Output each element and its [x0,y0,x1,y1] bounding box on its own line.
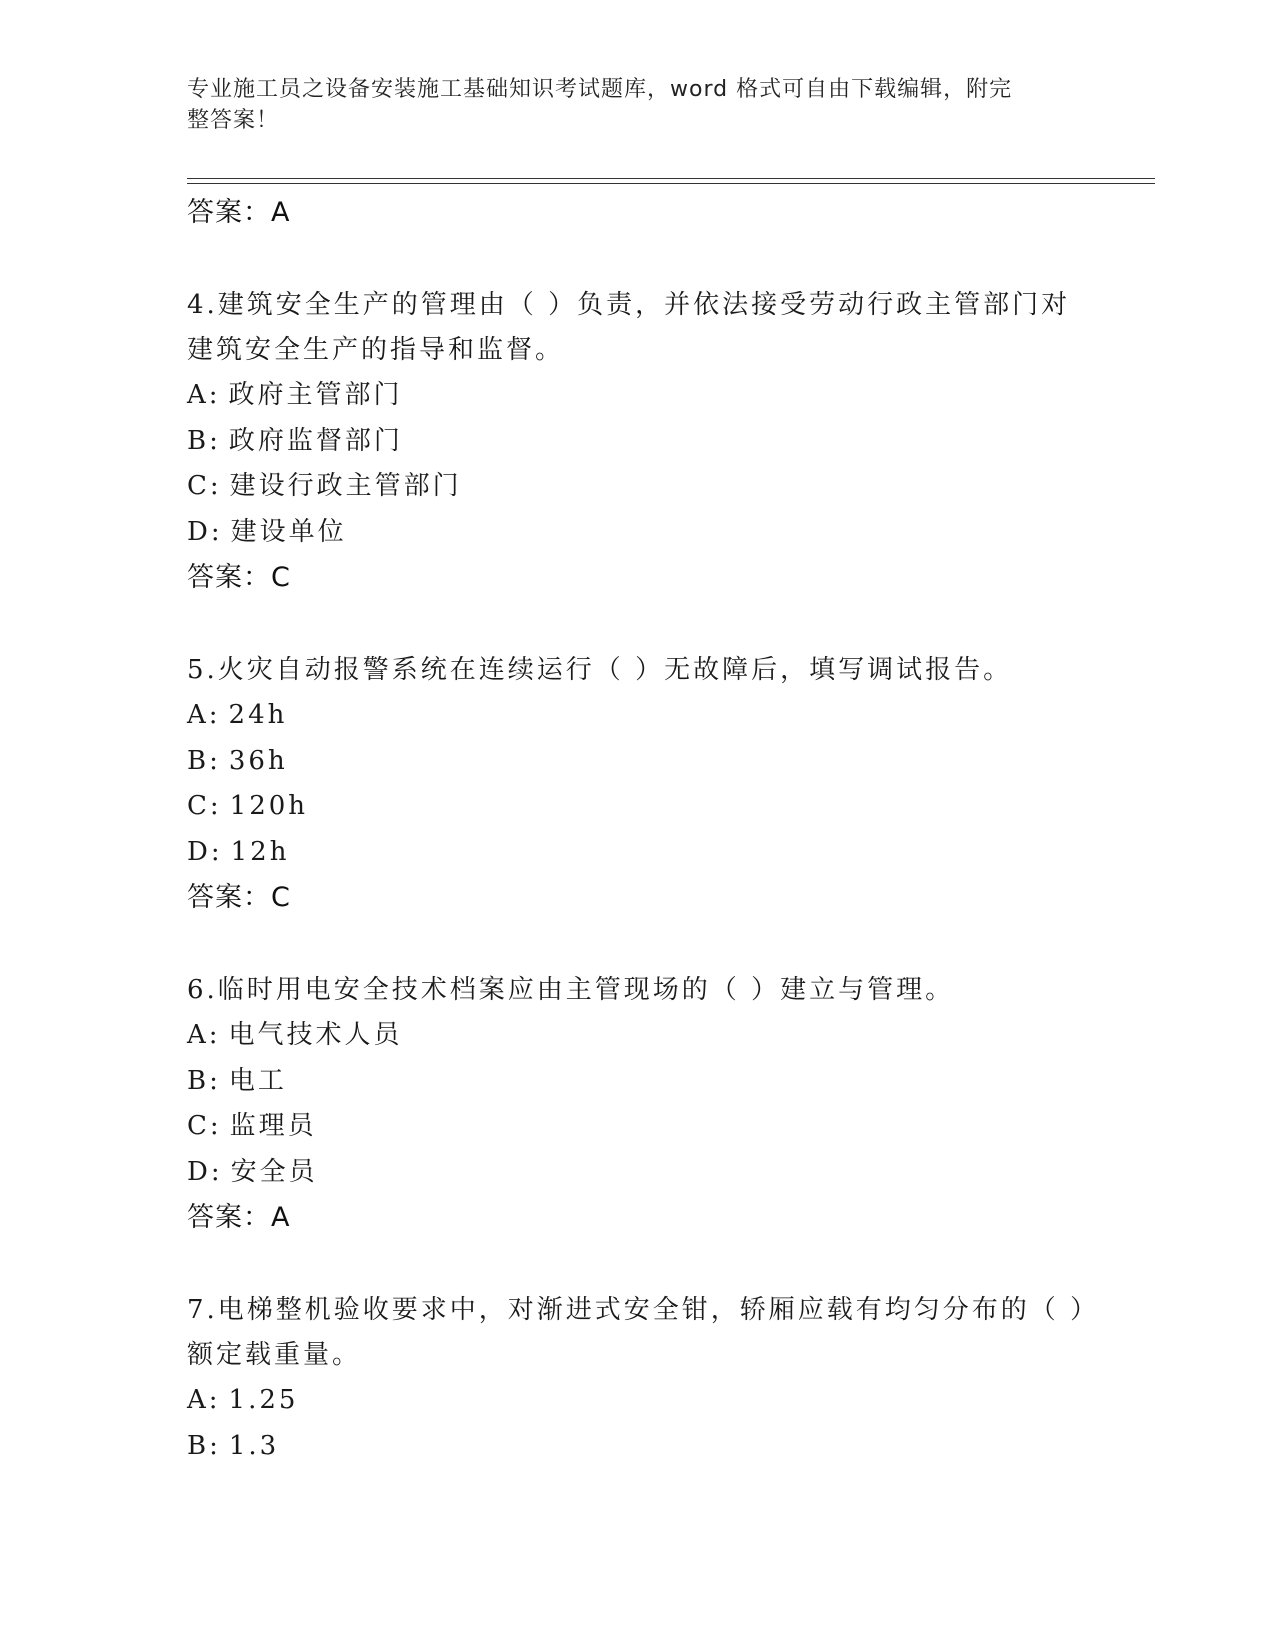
option-text: 电工 [228,1065,287,1096]
question-gap [187,921,1087,965]
answer-label: 答案： [187,882,271,913]
answer-option [187,1013,1087,1059]
option-text: 1.25 [228,1385,299,1415]
question-block [187,280,1087,601]
answer-option [187,373,1087,419]
option-key: C: [187,471,222,501]
answer-label: 答案： [187,1202,271,1233]
answer-option [187,419,1087,465]
answer-option [187,1104,1087,1150]
option-text: 24h [228,700,288,730]
option-text: 监理员 [229,1111,317,1141]
option-text: 政府监督部门 [228,425,403,456]
question-list [187,190,1087,1469]
option-text: 建设行政主管部门 [229,471,462,501]
question-stem: 7.电梯整机验收要求中，对渐进式安全钳，轿厢应载有均匀分布的（ ）额定载重量。 [187,1295,1087,1370]
option-key: A: [187,1020,221,1050]
answer-label: 答案： [187,562,271,593]
answer-line [187,190,1087,236]
option-key: B: [187,1065,221,1096]
answer-value: A [271,197,291,228]
option-key: C: [187,1111,222,1141]
answer-option [187,784,1087,830]
answer-option [187,464,1087,510]
question-block [187,645,1087,921]
answer-option [187,830,1087,876]
answer-line [187,875,1087,921]
option-key: D: [187,516,223,547]
header-divider-bottom [187,183,1155,184]
answer-option [187,1150,1087,1196]
option-key: D: [187,1156,223,1187]
option-text: 安全员 [230,1156,318,1187]
answer-value: C [271,562,291,593]
option-text: 120h [229,791,309,821]
question-stem: 5.火灾自动报警系统在连续运行（ ）无故障后，填写调试报告。 [187,655,1013,685]
answer-option [187,1378,1087,1424]
answer-option [187,510,1087,556]
option-text: 12h [230,836,290,867]
option-key: C: [187,791,222,821]
document-header [187,74,1067,136]
option-text: 1.3 [228,1430,280,1461]
option-text: 建设单位 [230,516,347,547]
answer-option [187,1424,1087,1470]
answer-label: 答案： [187,197,271,228]
option-text: 36h [228,745,288,776]
option-text: 政府主管部门 [228,380,403,410]
option-key: A: [187,380,221,410]
answer-line [187,1195,1087,1241]
option-key: B: [187,425,221,456]
option-key: A: [187,700,221,730]
answer-option [187,739,1087,785]
option-key: D: [187,836,223,867]
header-divider-top [187,178,1155,179]
question-block [187,965,1087,1241]
answer-line [187,555,1087,601]
question-gap [187,601,1087,645]
question-stem: 4.建筑安全生产的管理由（ ）负责，并依法接受劳动行政主管部门对建筑安全生产的指导和监督。 [187,290,1071,365]
option-key: B: [187,745,221,776]
header-line-1: 专业施工员之设备安装施工基础知识考试题库，word 格式可自由下载编辑，附完 [187,77,1013,102]
header-line-2: 整答案！ [187,108,280,133]
answer-value: C [271,882,291,913]
answer-option [187,1059,1087,1105]
option-key: A: [187,1385,221,1415]
answer-value: A [271,1202,291,1233]
question-block [187,1285,1087,1469]
answer-option [187,693,1087,739]
option-key: B: [187,1430,221,1461]
question-stem: 6.临时用电安全技术档案应由主管现场的（ ）建立与管理。 [187,975,955,1005]
option-text: 电气技术人员 [228,1020,403,1050]
question-gap [187,236,1087,280]
question-gap [187,1241,1087,1285]
